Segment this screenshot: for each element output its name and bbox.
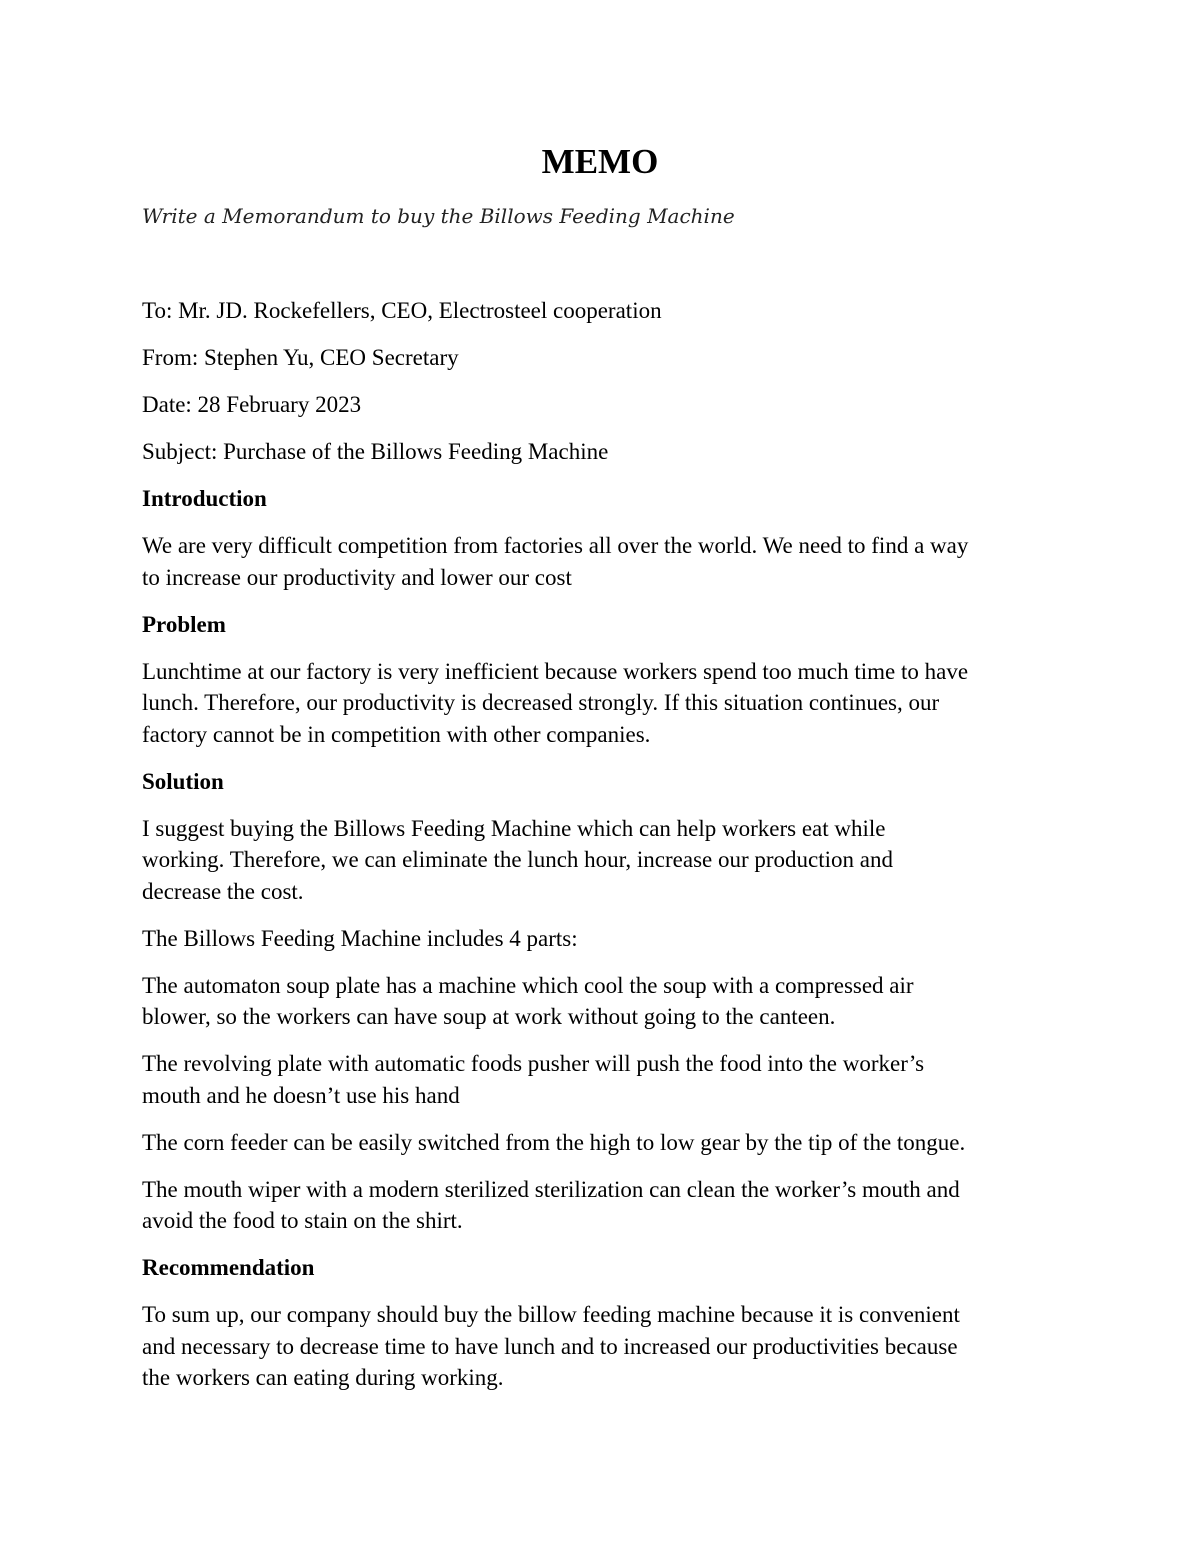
text-line: To sum up, our company should buy the billow feeding machine because it is convenient xyxy=(142,1302,960,1327)
text-line: avoid the food to stain on the shirt. xyxy=(142,1208,463,1233)
parts-intro: The Billows Feeding Machine includes 4 parts: xyxy=(142,925,578,951)
text-line: to increase our productivity and lower our cost xyxy=(142,564,572,590)
text-line: blower, so the workers can have soup at work without going to the canteen. xyxy=(142,1004,836,1029)
text-line: The mouth wiper with a modern sterilized sterilization can clean the worker’s mouth and xyxy=(142,1176,960,1202)
memo-subtitle: Write a Memorandum to buy the Billows Feeding Machine xyxy=(142,204,735,228)
memo-from: From: Stephen Yu, CEO Secretary xyxy=(142,345,459,370)
text-line: mouth and he doesn’t use his hand xyxy=(142,1082,460,1108)
recommendation-heading: Recommendation xyxy=(142,1255,315,1280)
part-revolving-plate xyxy=(142,1048,1062,1111)
memo-date: Date: 28 February 2023 xyxy=(142,392,362,417)
problem-paragraph xyxy=(142,656,1062,751)
solution-paragraph xyxy=(142,813,1062,908)
text-line: the workers can eating during working. xyxy=(142,1365,504,1390)
text-line: Lunchtime at our factory is very inefficient because workers spend too much time to have xyxy=(142,658,969,684)
text-line: and necessary to decrease time to have lunch and to increased our productivities because xyxy=(142,1333,958,1359)
text-line: The automaton soup plate has a machine which cool the soup with a compressed air xyxy=(142,972,914,998)
memo-body xyxy=(142,295,1062,1409)
solution-heading: Solution xyxy=(142,768,224,794)
text-line: decrease the cost. xyxy=(142,878,304,904)
text-line: I suggest buying the Billows Feeding Machine which can help workers eat while xyxy=(142,815,886,841)
memo-title: MEMO xyxy=(541,142,659,181)
text-line: factory cannot be in competition with other companies. xyxy=(142,721,651,747)
introduction-heading: Introduction xyxy=(142,486,267,511)
text-line: The corn feeder can be easily switched from the high to low gear by the tip of the tongue. xyxy=(142,1129,966,1155)
text-line: The revolving plate with automatic foods pusher will push the food into the worker’s xyxy=(142,1051,925,1076)
text-line: We are very difficult competition from factories all over the world. We need to find a way xyxy=(142,533,969,558)
memo-to: To: Mr. JD. Rockefellers, CEO, Electrosteel cooperation xyxy=(142,298,662,323)
memo-subject: Subject: Purchase of the Billows Feeding Machine xyxy=(142,439,609,464)
part-corn-feeder xyxy=(142,1127,1062,1159)
part-soup-plate xyxy=(142,970,1062,1033)
introduction-paragraph xyxy=(142,530,1062,593)
problem-heading: Problem xyxy=(142,611,226,637)
text-line: lunch. Therefore, our productivity is decreased strongly. If this situation continues, our xyxy=(142,690,940,715)
text-line: working. Therefore, we can eliminate the lunch hour, increase our production and xyxy=(142,847,893,872)
part-mouth-wiper xyxy=(142,1174,1062,1237)
recommendation-paragraph xyxy=(142,1299,1062,1394)
